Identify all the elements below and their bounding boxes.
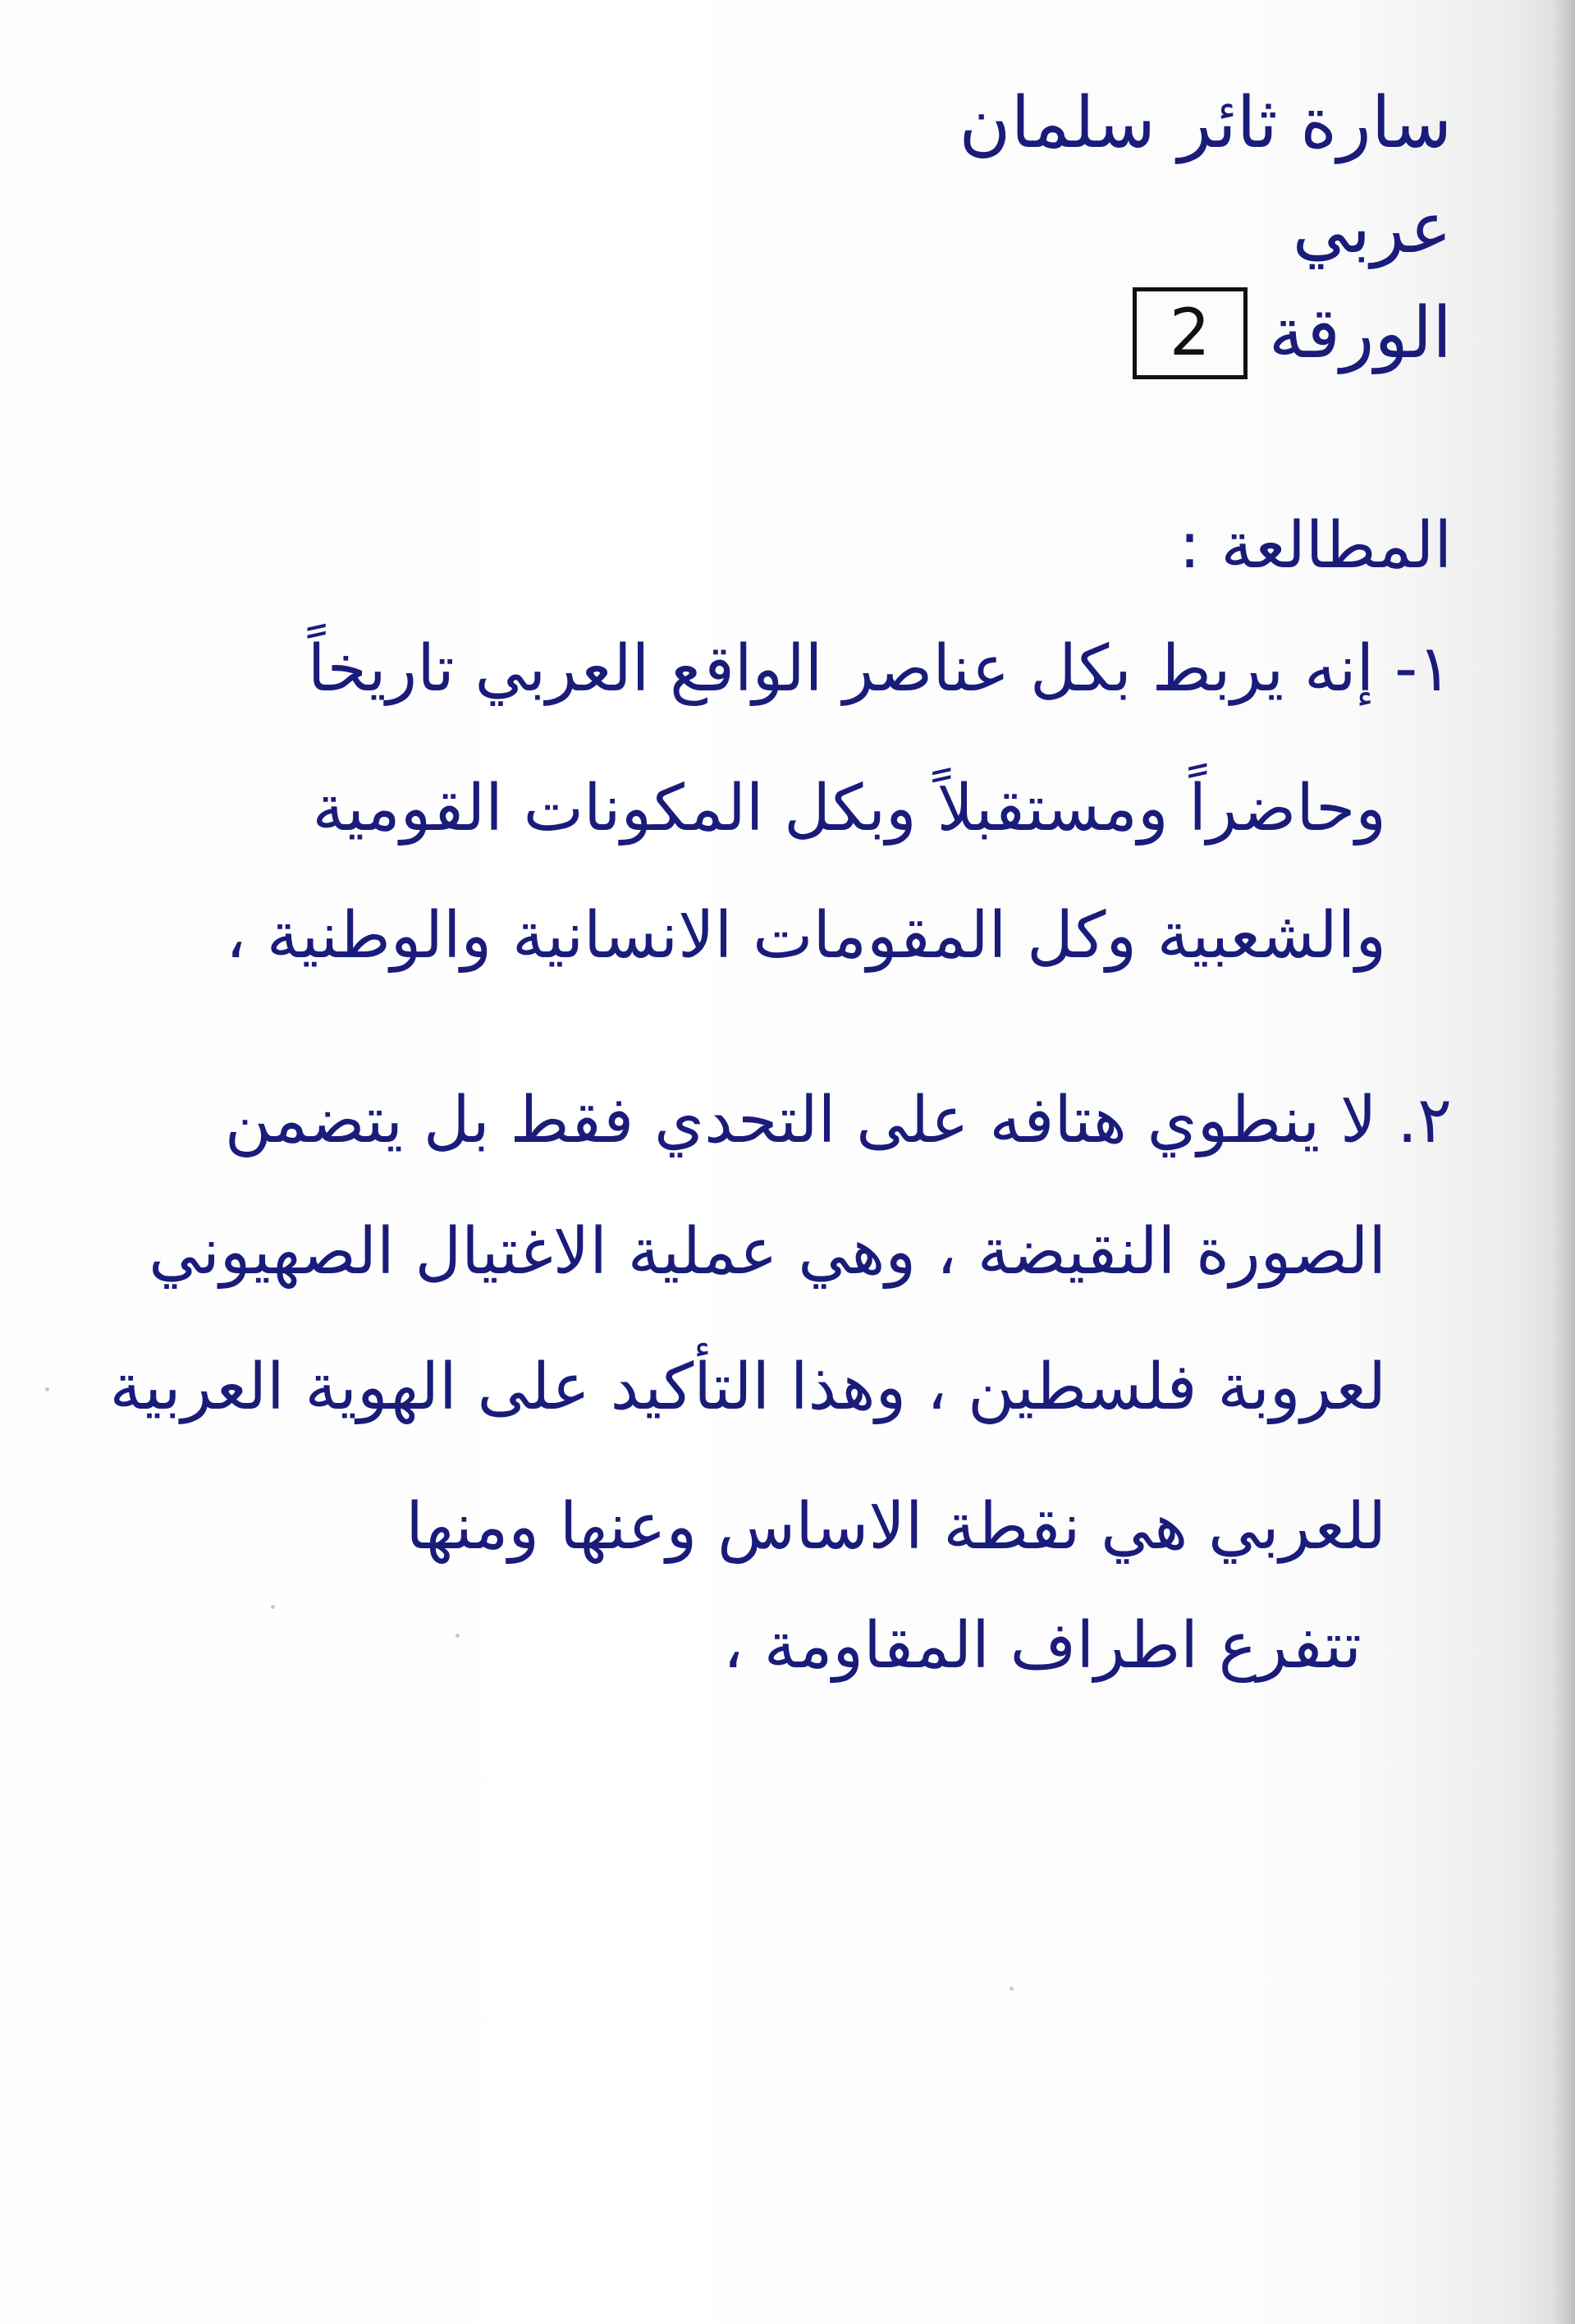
answer-2-line-1: ٢. لا ينطوي هتافه على التحدي فقط بل يتضمن xyxy=(224,1084,1452,1157)
answer-2-line-2: الصورة النقيضة ، وهي عملية الاغتيال الصهيوني xyxy=(149,1215,1386,1289)
student-name: سارة ثائر سلمان xyxy=(959,82,1452,164)
paper-label: الورقة xyxy=(1268,292,1452,374)
answer-2-line-4: للعربي هي نقطة الاساس وعنها ومنها xyxy=(405,1490,1386,1564)
answer-2-line-5: تتفرع اطراف المقاومة ، xyxy=(722,1609,1362,1683)
answer-1-line-2: وحاضراً ومستقبلاً وبكل المكونات القومية xyxy=(312,772,1386,846)
answer-1-line-3: والشعبية وكل المقومات الانسانية والوطنية ، xyxy=(225,899,1386,973)
paper-speck xyxy=(1010,1987,1014,1991)
subject-label: عربي xyxy=(1292,187,1452,269)
paper-number-box: 2 xyxy=(1133,287,1248,379)
paper-number-row xyxy=(1133,287,1452,379)
paper-speck xyxy=(271,1605,275,1609)
answer-1-line-1: ١- إنه يربط بكل عناصر الواقع العربي تاريخاً xyxy=(307,632,1452,706)
paper-speck xyxy=(456,1634,460,1638)
page-edge-shadow xyxy=(1552,0,1575,2324)
answer-2-line-3: لعروبة فلسطين ، وهذا التأكيد على الهوية العربية xyxy=(109,1350,1386,1424)
section-heading: المطالعة : xyxy=(1179,509,1452,583)
paper-speck xyxy=(45,1387,49,1391)
